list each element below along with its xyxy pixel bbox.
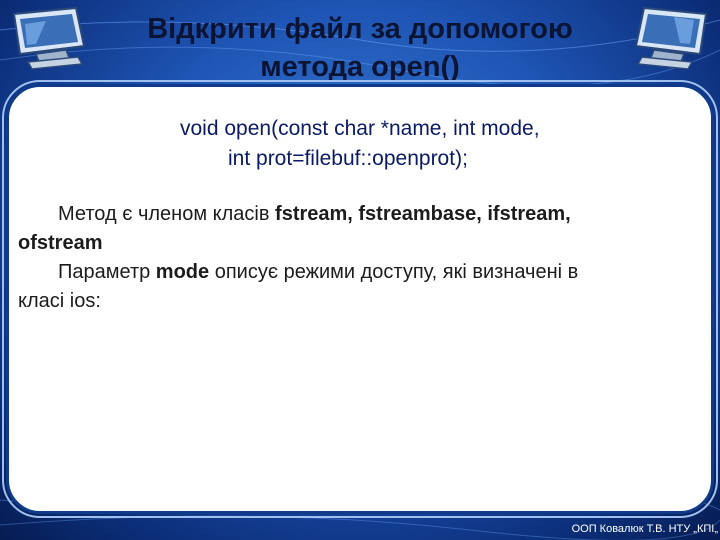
para1-classes: fstream, fstreambase, ifstream, [275,203,571,225]
body-text [18,200,708,316]
para2-text-end: класі ios: [18,290,101,312]
paragraph-mode [18,258,708,316]
para2-text-cont: описує режими доступу, які визначені в [209,261,579,283]
slide-title [90,10,630,86]
para1-text: Метод є членом класів [58,203,276,225]
monitor-icon-right [624,6,714,70]
paragraph-method [18,200,708,258]
para2-text: Параметр [58,261,156,283]
code-line-2: int prot=filebuf::openprot); [228,147,468,170]
footer-author: ООП Ковалюк Т.В. НТУ „КПІ„ [571,523,718,535]
monitor-icon-left [6,6,96,70]
code-line-1: void open(const char *name, int mode, [180,117,540,140]
para2-mode: mode [155,261,210,283]
title-line-1: Відкрити файл за допомогою [147,13,573,45]
para1-classes-cont: ofstream [18,232,103,254]
title-line-2: метода open() [260,51,460,83]
